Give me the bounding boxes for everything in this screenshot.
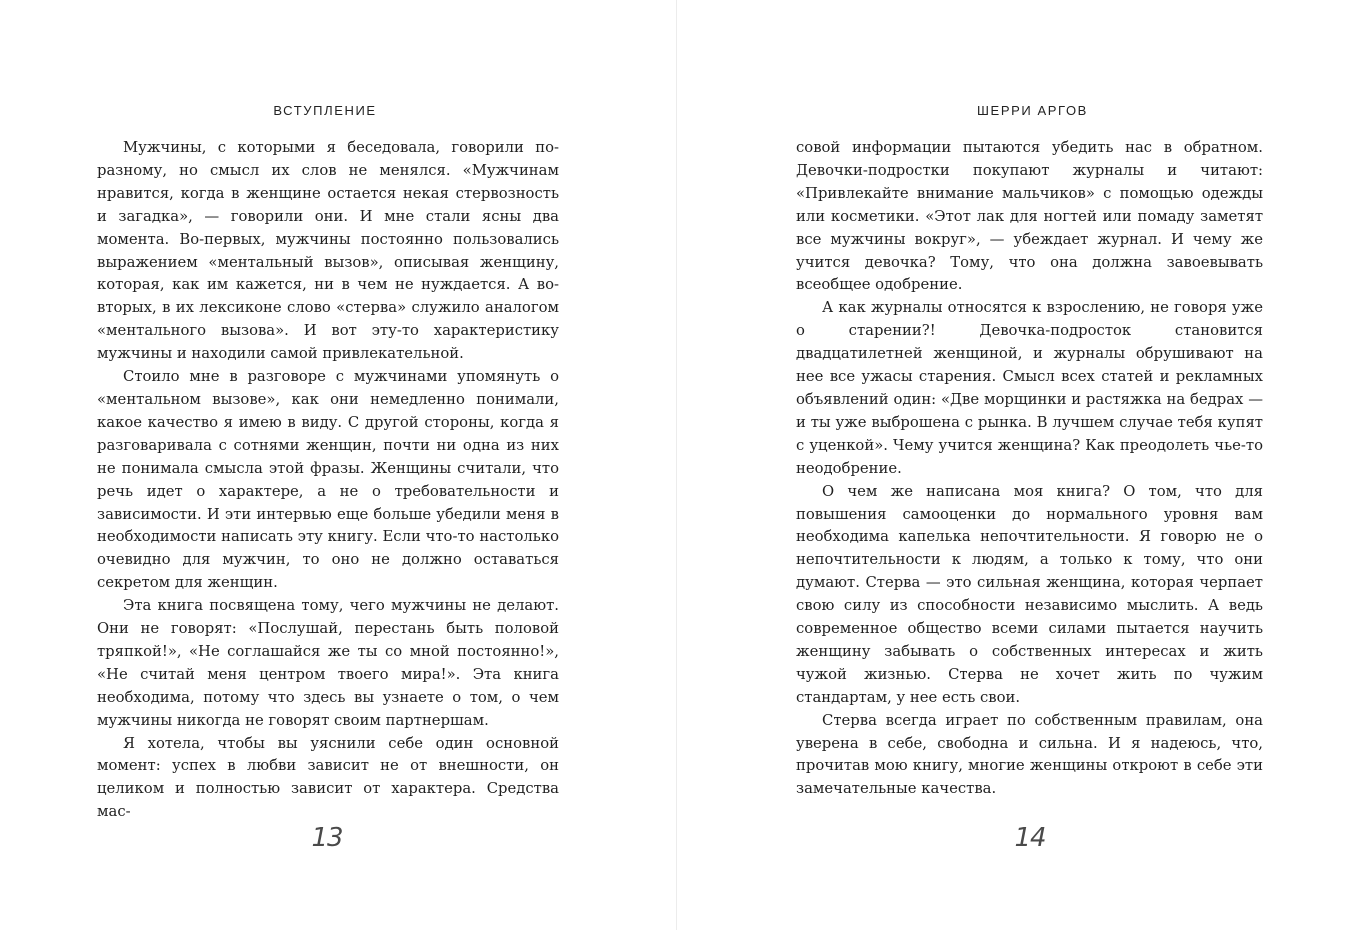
paragraph: Эта книга посвящена тому, чего мужчины не делают. Они не говорят: «Послушай, перестань быть половой тряпкой!», «Не соглашайся же ты со мной постоянно!», «Не считай меня центром твоего мира!». Эта книга необходима, потому что здесь вы узнаете о том, о чем мужчины никогда не говорят своим партнершам. [97,597,559,729]
running-head-left: ВСТУПЛЕНИЕ [273,103,377,118]
page-number-right: 14 [1014,823,1046,853]
running-head-right: ШЕРРИ АРГОВ [977,103,1088,118]
paragraph: Стерва всегда играет по собственным правилам, она уверена в себе, свободна и сильна. И я надеюсь, что, прочитав мою книгу, многие женщины откроют в себе эти замечательные качества. [796,711,1263,798]
paragraph: Я хотела, чтобы вы уяснили себе один основной момент: успех в любви зависит не от внешности, он целиком и полностью зависит от характера. Средства мас- [97,734,559,821]
right-page-body [796,137,1263,801]
left-page [0,0,676,930]
paragraph: Стоило мне в разговоре с мужчинами упомянуть о «ментальном вызове», как они немедленно понимали, какое качество я имею в виду. С другой стороны, когда я разговаривала с сотнями женщин, почти ни одна из них не понимала смысла этой фразы. Женщины считали, что речь идет о характере, а не о требовательности и зависимости. И эти интервью еще больше убедили меня в необходимости написать эту книгу. Если что-то настолько очевидно для мужчин, то оно не должно оставаться секретом для женщин. [97,368,559,592]
paragraph: А как журналы относятся к взрослению, не говоря уже о старении?! Девочка-подросток становится двадцатилетней женщиной, и журналы обрушивают на нее все ужасы старения. Смысл всех статей и рекламных объявлений один: «Две морщинки и растяжка на бедрах — и ты уже выброшена с рынка. В лучшем случае тебя купят с уценкой». Чему учится женщина? Как преодолеть чье-то неодобрение. [796,299,1263,477]
left-page-body [97,137,559,824]
right-page [677,0,1353,930]
paragraph: Мужчины, с которыми я беседовала, говорили по-разному, но смысл их слов не менялся. «Мужчинам нравится, когда в женщине остается некая стервозность и загадка», — говорили они. И мне стали ясны два момента. Во-первых, мужчины постоянно пользовались выражением «ментальный вызов», описывая женщину, которая, как им кажется, ни в чем не нуждается. А во-вторых, в их лексиконе слово «стерва» служило аналогом «ментального вызова». И вот эту-то характеристику мужчины и находили самой привлекательной. [97,139,559,363]
page-number-left: 13 [311,823,343,853]
paragraph-continuation: совой информации пытаются убедить нас в обратном. Девочки-подростки покупают журналы и читают: «Привлекайте внимание мальчиков» с помощью одежды или косметики. «Этот лак для ногтей или помаду заметят все мужчины вокруг», — убеждает журнал. И чему же учится девочка? Тому, что она должна завоевывать всеобщее одобрение. [796,139,1263,294]
paragraph: О чем же написана моя книга? О том, что для повышения самооценки до нормального уровня вам необходима капелька непочтительности. Я говорю не о непочтительности к людям, а только к тому, что они думают. Стерва — это сильная женщина, которая черпает свою силу из способности независимо мыслить. А ведь современное общество всеми силами пытается научить женщину забывать о собственных интересах и жить чужой жизнью. Стерва не хочет жить по чужим стандартам, у нее есть свои. [796,482,1263,706]
